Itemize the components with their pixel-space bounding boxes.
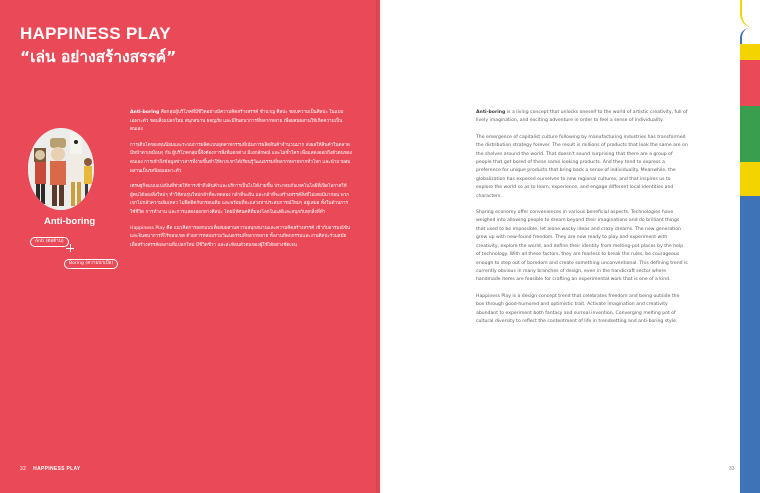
english-lead-term: Anti-boring [476,110,506,115]
color-stripe [740,60,760,106]
thai-lead-term: Anti-boring [130,110,160,115]
color-stripe [740,106,760,162]
plus-connector [66,244,74,252]
color-stripe [740,28,760,44]
running-title: HAPPINESS PLAY [33,466,81,472]
right-page-number: 33 [729,466,735,472]
thai-paragraph-1-text: คือกลุ่มผู้บริโภคที่มีชีวิตอย่างมีความคิดสร้างสรรค์ ชำนาญ ศิลปะ ชอบความเป็นศิลปะ ในแบบเฉพาะตัว ชอบสิ่งแปลกใหม่ สนุกสนาน ผจญภัย และมีจินตนาการที่หลากหลาย เพื่อผสมผสานให้เกิดความเป็นตนเอง [130,110,344,133]
english-paragraph-4: Happiness Play is a design concept trend that celebrates freedom and being outside the box through good-humored and optimistic trait. Activate imagination and creativity abundant to experiment both fantasy and surreal invention. Converging melting pot of cultural diversity to reflect the contentment of life in trendsetting and anti-boring style. [476,293,680,324]
color-stripe [740,0,760,28]
thai-paragraph-4: Happiness Play คือ แนวคิดการออกแบบที่ผสมผสานความสนุกสนานและความคิดสร้างสรรค์ เข้ากับอารมณ์ขันและจินตนาการที่ไร้ขอบเขต ด้วยการหลอมรวมวัฒนธรรมที่หลากหลาย ทั้งงานหัตถกรรมและงานศิลปะร่วมสมัย เพื่อสร้างสรรค์ผลงานที่แปลกใหม่ มีชีวิตชีวา และสะท้อนตัวตนของผู้ใช้ได้อย่างชัดเจน [130,225,351,248]
section-subtitle-thai: “เล่น อย่างสร้างสรรค์” [20,48,177,66]
thai-paragraph-2: การเติบโตของทุนนิยมและระบบการผลิตแบบอุตสาหกรรมที่เน้นการผลิตสินค้าจำนวนมาก ส่งผลให้สินค้าในตลาดมีหน้าตาเหมือนๆ กัน ผู้บริโภคกลุ่มนี้จึงต้องการสิ่งที่แตกต่าง มีเอกลักษณ์ และไม่ซ้ำใคร เพื่อแสดงออกถึงตัวตนของตนเอง การเข้าถึงข้อมูลข่าวสารที่ง่ายขึ้นทำให้พวกเขาได้เรียนรู้วัฒนธรรมที่หลากหลายจากทั่วโลก และนำมาผสมผสานเป็นรสนิยมเฉพาะตัว [130,142,352,174]
boring-definition-pill: Boring (ความน่าเบื่อ) [64,259,118,269]
left-page-number: 32 [20,466,27,472]
color-stripe [740,44,760,60]
anti-definition-pill: Anti (ต่อต้าน) [30,237,69,247]
color-stripe [740,196,760,493]
color-stripe-bar [740,0,760,493]
thai-paragraph-3: เศรษฐกิจแบบแบ่งปันที่ช่วยให้การเข้าถึงสินค้าและบริการเป็นไปได้ง่ายขึ้น ประกอบกับเทคโนโลยีที่เปิดโอกาสให้ผู้คนได้ลองสิ่งใหม่ๆ ทำให้คนรุ่นใหม่กล้าที่จะทดลอง กล้าที่จะฝัน และกล้าที่จะสร้างสรรค์สิ่งที่ไม่เคยมีมาก่อน พวกเขาไม่กลัวความล้มเหลว ไม่ยึดติดกับกรอบเดิม และพร้อมที่จะแสวงหาประสบการณ์ใหม่ๆ อยู่เสมอ ทั้งในด้านการใช้ชีวิต การทำงาน และการแสดงออกทางศิลปะ โดยมีทัศนคติที่มองโลกในแง่ดีและสนุกกับทุกสิ่งที่ทำ [130,184,350,215]
english-paragraph-1-text: is a living concept that unlocks oneself to the world of artistic creativity, full of lively imagination, and exciting adventure in order to feel a sense of individuality. [476,110,688,124]
left-folio [20,466,81,472]
english-paragraph-3: Sharing economy offer conveniences in various beneficial aspects. Technologies have weighed into allowing people to dream beyond their imaginations and do brilliant things that used to be impossible, let alone wacky ideas and crazy dreams. The new generation grew up with new-found freedom. They are now ready to play and experiment with creativity, explore the world, and define their identity from melting-pot places by the help of technology. With all these factors, they are fearless to break the rules, be courageous enough to step out of boredom and create something unconventional. This defining trend is currently obvious in many branches of design, even in the handicraft sector where handmade items are feasible for crafting an experimental work that is one of a kind. [476,210,688,283]
anti-boring-label: Anti-boring [44,216,96,227]
anti-boring-photo [28,128,94,210]
english-text-column [476,109,688,334]
thai-text-column [130,109,352,257]
thai-paragraph-1 [130,109,352,135]
book-gutter [376,0,384,493]
costume-figures-illustration [28,128,94,210]
section-title: HAPPINESS PLAY [20,24,171,43]
color-stripe [740,162,760,196]
english-paragraph-2: The emergence of capitalist culture following by manufacturing industries has transformed the distribution strategy forever. The result is millions of products that look the same are on the shelves around the world. That doesn't sound surprising that there are a group of people that get bored of these same looking products. And they tend to express a preference for unique products that bring back a sense of individuality. Meanwhile, the globalization has exposed ourselves to new regional cultures, and that inspires us to explore the world so as to learn, experience, and engage different local identities and characters. [476,134,688,199]
english-paragraph-1 [476,109,688,126]
